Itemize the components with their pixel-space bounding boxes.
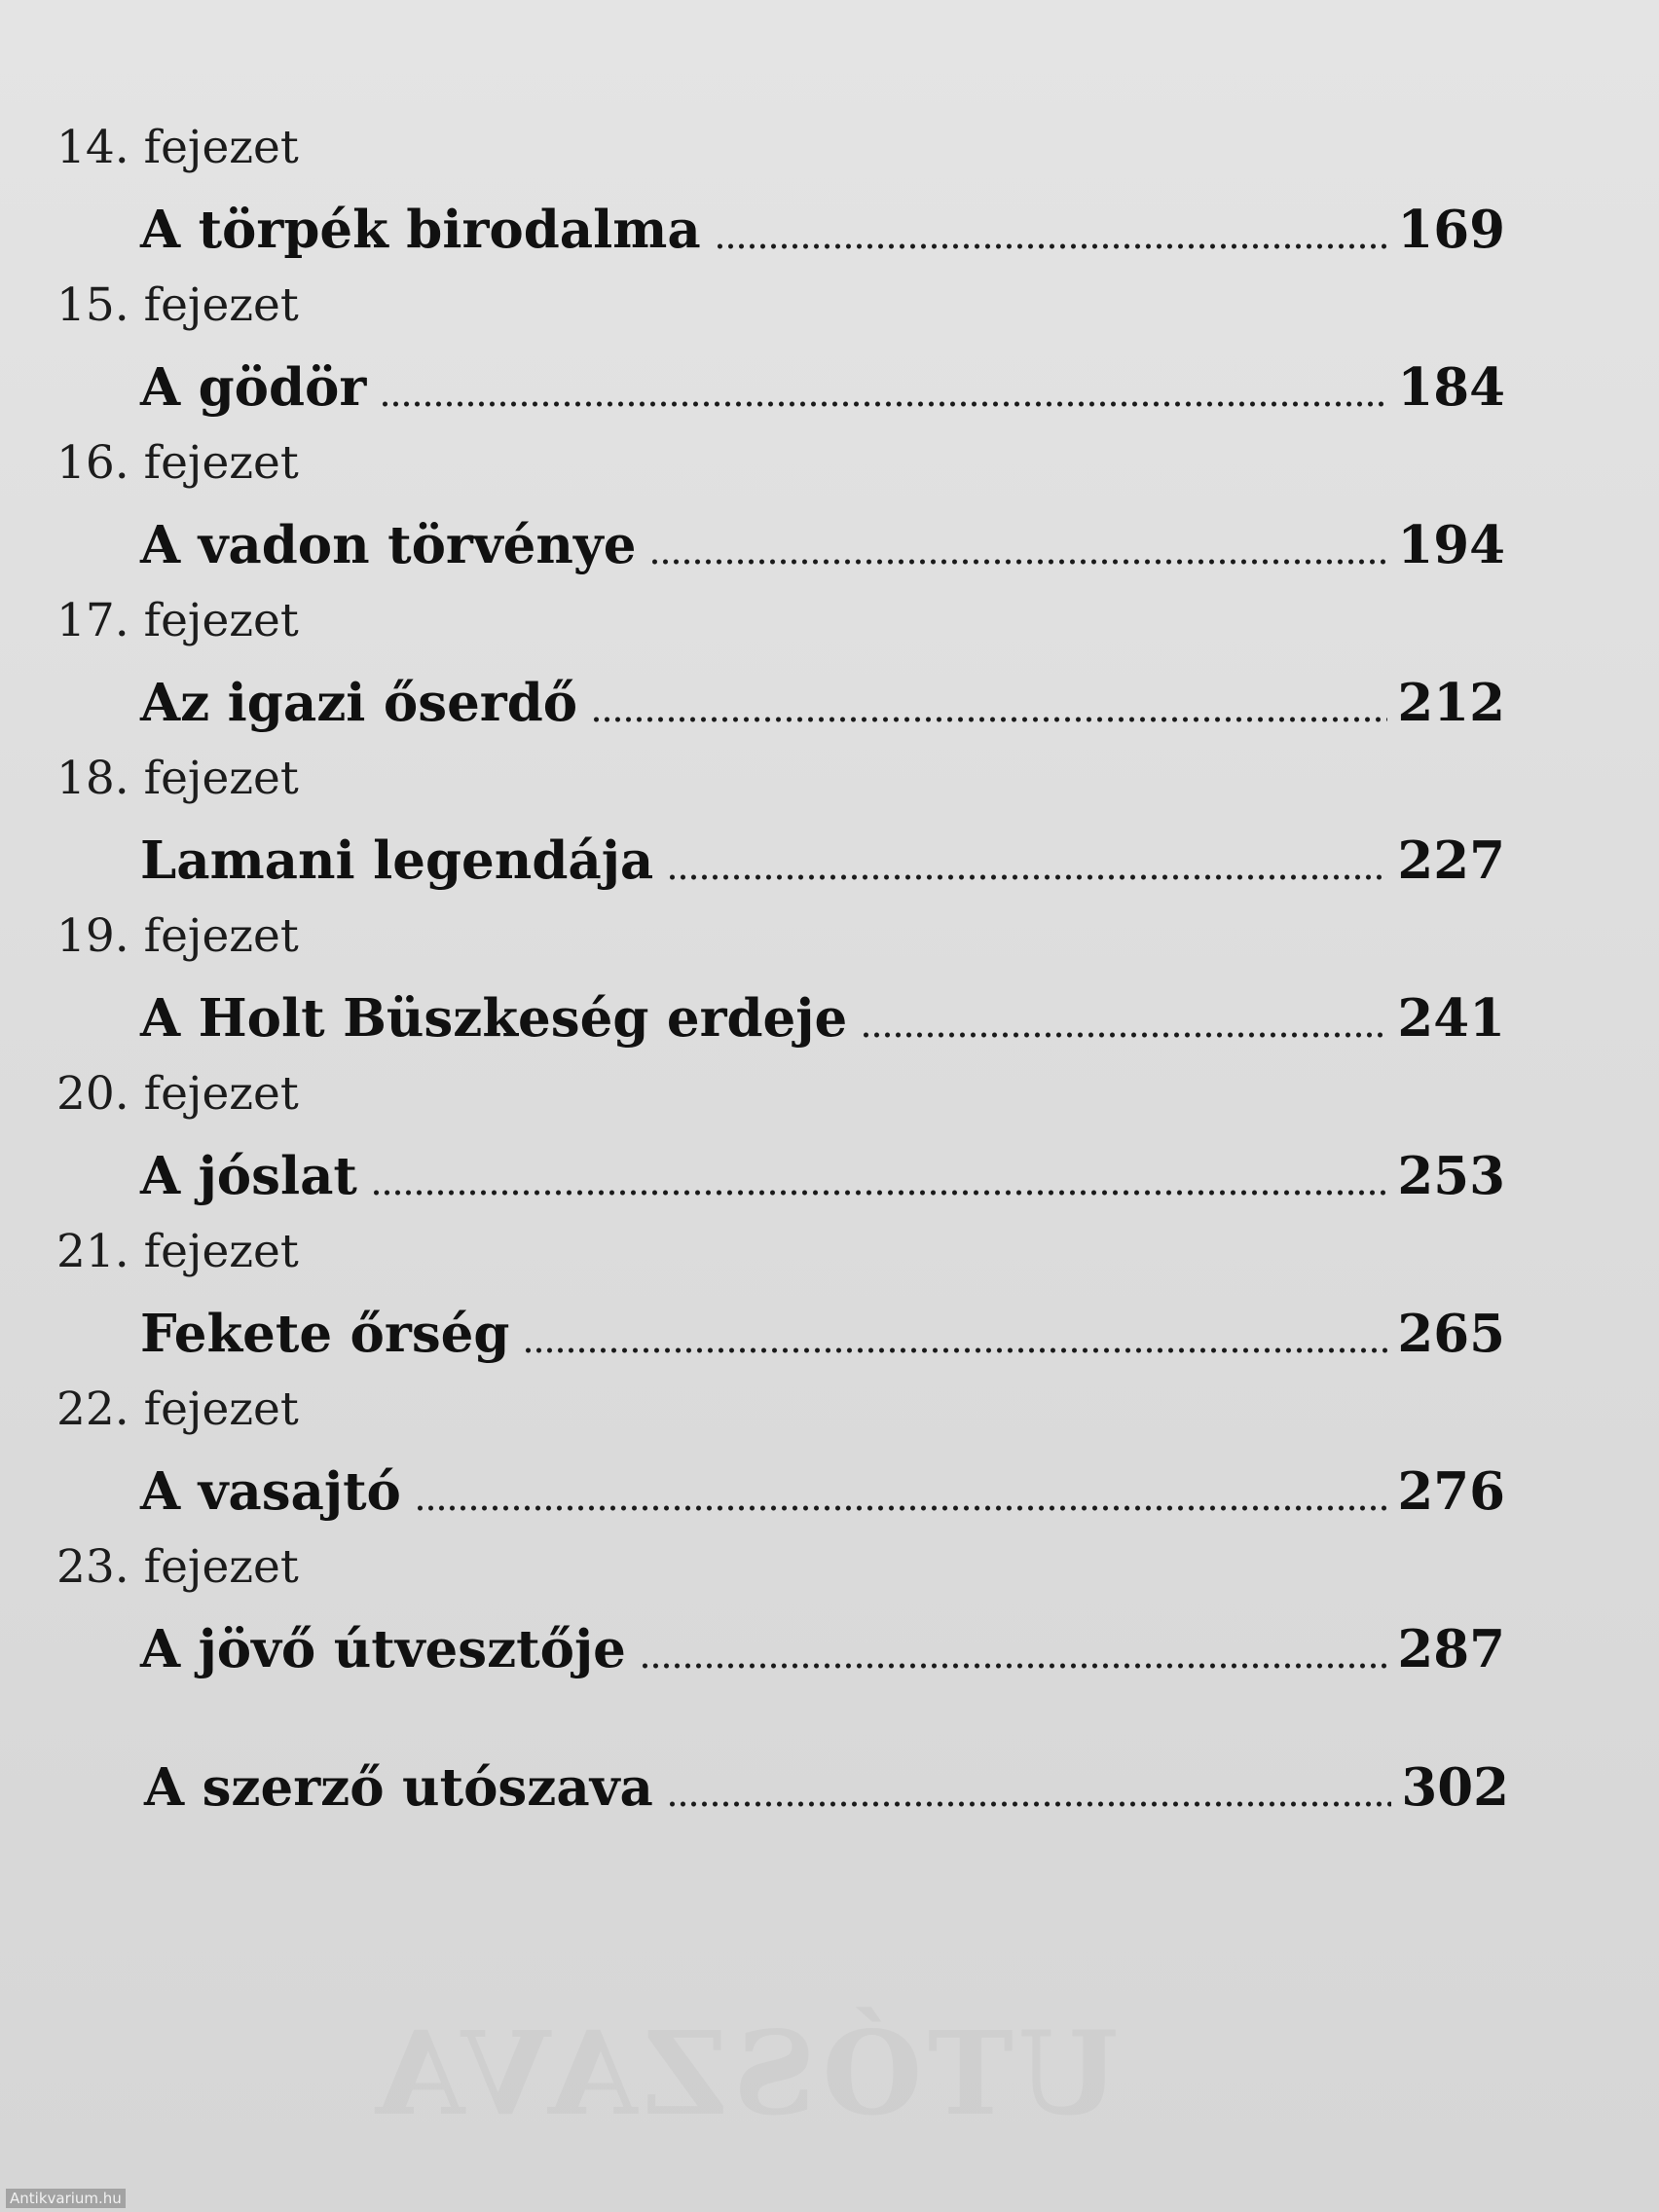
show-through-text: UTÓSZAVA — [370, 2006, 1120, 2141]
toc-title-line — [140, 352, 1505, 421]
toc-entry — [0, 905, 1659, 1063]
toc-title-line — [140, 983, 1505, 1051]
page-number: 212 — [1397, 673, 1505, 733]
toc-title-line — [140, 826, 1505, 894]
chapter-title: A törpék birodalma — [140, 200, 701, 260]
chapter-label: 19. fejezet — [56, 909, 299, 963]
chapter-title: A jóslat — [140, 1146, 357, 1206]
chapter-label: 20. fejezet — [56, 1067, 299, 1121]
page-number: 265 — [1397, 1304, 1505, 1364]
chapter-label: 16. fejezet — [56, 436, 299, 490]
toc-entry — [0, 1221, 1659, 1379]
toc-title-line — [140, 668, 1505, 736]
chapter-title: A Holt Büszkeség erdeje — [140, 988, 848, 1049]
chapter-label: 22. fejezet — [56, 1382, 299, 1436]
toc-entry — [0, 1379, 1659, 1536]
page-number: 253 — [1397, 1146, 1505, 1206]
dot-leader — [371, 1190, 1387, 1196]
dot-leader — [591, 717, 1387, 722]
toc-entry — [0, 432, 1659, 590]
chapter-label: 17. fejezet — [56, 594, 299, 647]
toc-title-line — [140, 1141, 1505, 1209]
dot-leader — [415, 1505, 1387, 1511]
chapter-title: Lamani legendája — [140, 830, 654, 891]
chapter-title: A vadon törvénye — [140, 515, 637, 575]
chapter-title: Az igazi őserdő — [140, 673, 578, 733]
page-number: 184 — [1397, 357, 1505, 418]
toc-title-line — [140, 195, 1505, 263]
page-number: 194 — [1397, 515, 1505, 575]
toc-entry — [0, 275, 1659, 432]
dot-leader — [523, 1347, 1387, 1353]
page-number: 227 — [1397, 830, 1505, 891]
toc-title-line — [140, 1299, 1505, 1367]
dot-leader — [667, 1801, 1392, 1807]
dot-leader — [667, 874, 1387, 880]
toc-title-line — [140, 1456, 1505, 1525]
chapter-label: 14. fejezet — [56, 121, 299, 174]
toc-title-line — [140, 1614, 1505, 1682]
chapter-label: 18. fejezet — [56, 752, 299, 805]
dot-leader — [649, 559, 1387, 565]
afterword-title: A szerző utószava — [144, 1757, 653, 1818]
page-number: 241 — [1397, 988, 1505, 1049]
dot-leader — [715, 243, 1388, 249]
chapter-title: A jövő útvesztője — [140, 1619, 626, 1679]
afterword-entry — [144, 1752, 1509, 1821]
page-number: 169 — [1397, 200, 1505, 260]
toc-entry — [0, 117, 1659, 275]
page-number: 287 — [1397, 1619, 1505, 1679]
watermark: Antikvarium.hu — [6, 2189, 126, 2208]
page-number: 276 — [1397, 1461, 1505, 1522]
toc-title-line — [140, 510, 1505, 578]
dot-leader — [861, 1032, 1387, 1038]
chapter-title: A vasajtó — [140, 1461, 401, 1522]
afterword-page-number: 302 — [1401, 1757, 1509, 1818]
chapter-title: A gödör — [140, 357, 367, 418]
chapter-title: Fekete őrség — [140, 1304, 510, 1364]
chapter-label: 23. fejezet — [56, 1540, 299, 1594]
chapter-label: 21. fejezet — [56, 1225, 299, 1278]
table-of-contents — [0, 117, 1659, 1694]
toc-entry — [0, 1536, 1659, 1694]
chapter-label: 15. fejezet — [56, 278, 299, 332]
dot-leader — [380, 401, 1387, 407]
dot-leader — [640, 1663, 1387, 1669]
toc-entry — [0, 1063, 1659, 1221]
toc-entry — [0, 748, 1659, 905]
toc-entry — [0, 590, 1659, 748]
